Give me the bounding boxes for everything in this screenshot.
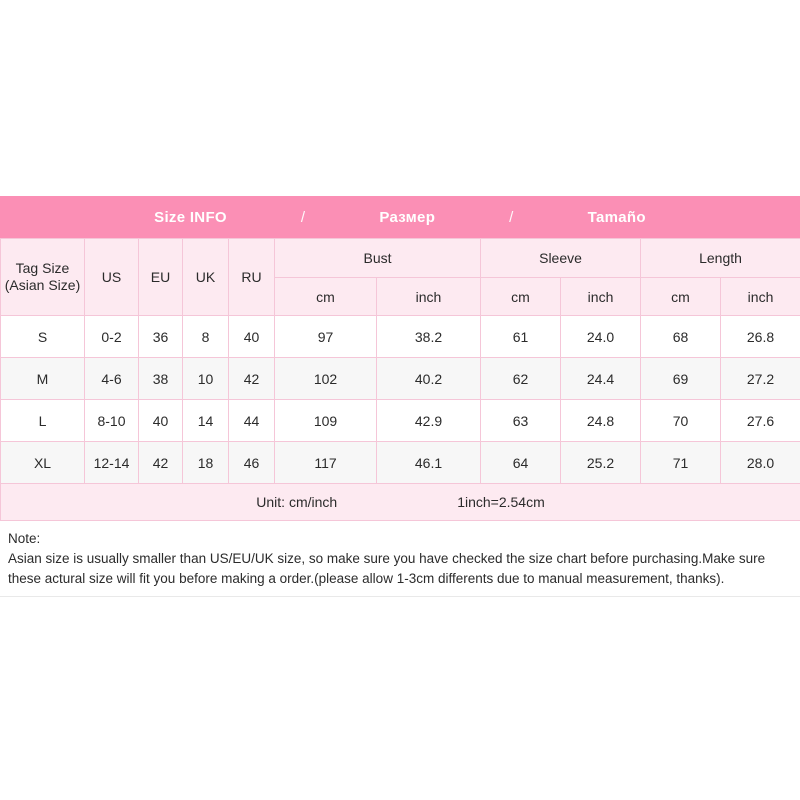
size-table [0, 238, 800, 521]
title-separator-2: / [509, 208, 514, 226]
cell-size-xl-sleeve-cm: 64 [481, 442, 561, 484]
size-chart [0, 196, 800, 597]
cell-size-m-sleeve-cm: 62 [481, 358, 561, 400]
cell-size-s-tag: S [1, 316, 85, 358]
header-ru: RU [229, 239, 275, 316]
cell-size-l-eu: 40 [139, 400, 183, 442]
footer-cell [1, 484, 800, 521]
cell-size-xl-us: 12-14 [85, 442, 139, 484]
cell-size-m-bust-inch: 40.2 [377, 358, 481, 400]
cell-size-m-eu: 38 [139, 358, 183, 400]
cell-size-s-ru: 40 [229, 316, 275, 358]
cell-size-s-sleeve-cm: 61 [481, 316, 561, 358]
cell-size-l-ru: 44 [229, 400, 275, 442]
footer-conversion-label: 1inch=2.54cm [457, 494, 545, 510]
cell-size-m-length-cm: 69 [641, 358, 721, 400]
header-us: US [85, 239, 139, 316]
header-bust-cm: cm [275, 278, 377, 316]
header-length: Length [641, 239, 800, 278]
cell-size-l-tag: L [1, 400, 85, 442]
header-tag-size-line1: Tag Size [15, 259, 70, 276]
header-uk: UK [183, 239, 229, 316]
cell-size-s-eu: 36 [139, 316, 183, 358]
table-row [1, 316, 800, 358]
cell-size-s-sleeve-inch: 24.0 [561, 316, 641, 358]
cell-size-s-bust-cm: 97 [275, 316, 377, 358]
cell-size-m-bust-cm: 102 [275, 358, 377, 400]
cell-size-xl-tag: XL [1, 442, 85, 484]
title-tamano: Tamaño [587, 208, 646, 226]
cell-size-s-bust-inch: 38.2 [377, 316, 481, 358]
cell-size-l-bust-cm: 109 [275, 400, 377, 442]
cell-size-xl-bust-cm: 117 [275, 442, 377, 484]
header-sleeve: Sleeve [481, 239, 641, 278]
cell-size-l-uk: 14 [183, 400, 229, 442]
header-sleeve-inch: inch [561, 278, 641, 316]
table-footer-row [1, 484, 800, 521]
header-bust: Bust [275, 239, 481, 278]
size-info-title-bar [0, 196, 800, 238]
cell-size-xl-sleeve-inch: 25.2 [561, 442, 641, 484]
note-section [0, 521, 800, 597]
cell-size-l-us: 8-10 [85, 400, 139, 442]
cell-size-s-length-cm: 68 [641, 316, 721, 358]
table-header-row-groups [1, 239, 800, 278]
cell-size-xl-eu: 42 [139, 442, 183, 484]
footer-unit-label: Unit: cm/inch [256, 494, 338, 510]
cell-size-m-sleeve-inch: 24.4 [561, 358, 641, 400]
cell-size-xl-length-inch: 28.0 [721, 442, 800, 484]
cell-size-xl-length-cm: 71 [641, 442, 721, 484]
cell-size-l-length-cm: 70 [641, 400, 721, 442]
header-length-inch: inch [721, 278, 800, 316]
cell-size-m-length-inch: 27.2 [721, 358, 800, 400]
note-label: Note: [8, 531, 41, 546]
table-row [1, 400, 800, 442]
cell-size-l-bust-inch: 42.9 [377, 400, 481, 442]
cell-size-l-length-inch: 27.6 [721, 400, 800, 442]
header-tag-size [1, 239, 85, 316]
header-length-cm: cm [641, 278, 721, 316]
header-bust-inch: inch [377, 278, 481, 316]
cell-size-m-uk: 10 [183, 358, 229, 400]
cell-size-m-us: 4-6 [85, 358, 139, 400]
title-size-info: Size INFO [154, 208, 227, 226]
cell-size-l-sleeve-inch: 24.8 [561, 400, 641, 442]
cell-size-s-us: 0-2 [85, 316, 139, 358]
cell-size-l-sleeve-cm: 63 [481, 400, 561, 442]
cell-size-xl-bust-inch: 46.1 [377, 442, 481, 484]
table-row [1, 442, 800, 484]
note-text: Asian size is usually smaller than US/EU/UK size, so make sure you have checked the size chart before purchasing.Make sure these actural size will fit you before making a order.(please allow 1-3cm differents due to manual measurement, thanks). [8, 551, 766, 586]
title-separator-1: / [300, 208, 306, 226]
header-sleeve-cm: cm [481, 278, 561, 316]
cell-size-xl-ru: 46 [229, 442, 275, 484]
cell-size-m-tag: M [1, 358, 85, 400]
cell-size-m-ru: 42 [229, 358, 275, 400]
table-row [1, 358, 800, 400]
cell-size-s-uk: 8 [183, 316, 229, 358]
cell-size-xl-uk: 18 [183, 442, 229, 484]
header-eu: EU [139, 239, 183, 316]
cell-size-s-length-inch: 26.8 [721, 316, 800, 358]
header-tag-size-line2: (Asian Size) [4, 277, 81, 293]
title-razmer: Размер [379, 208, 436, 226]
